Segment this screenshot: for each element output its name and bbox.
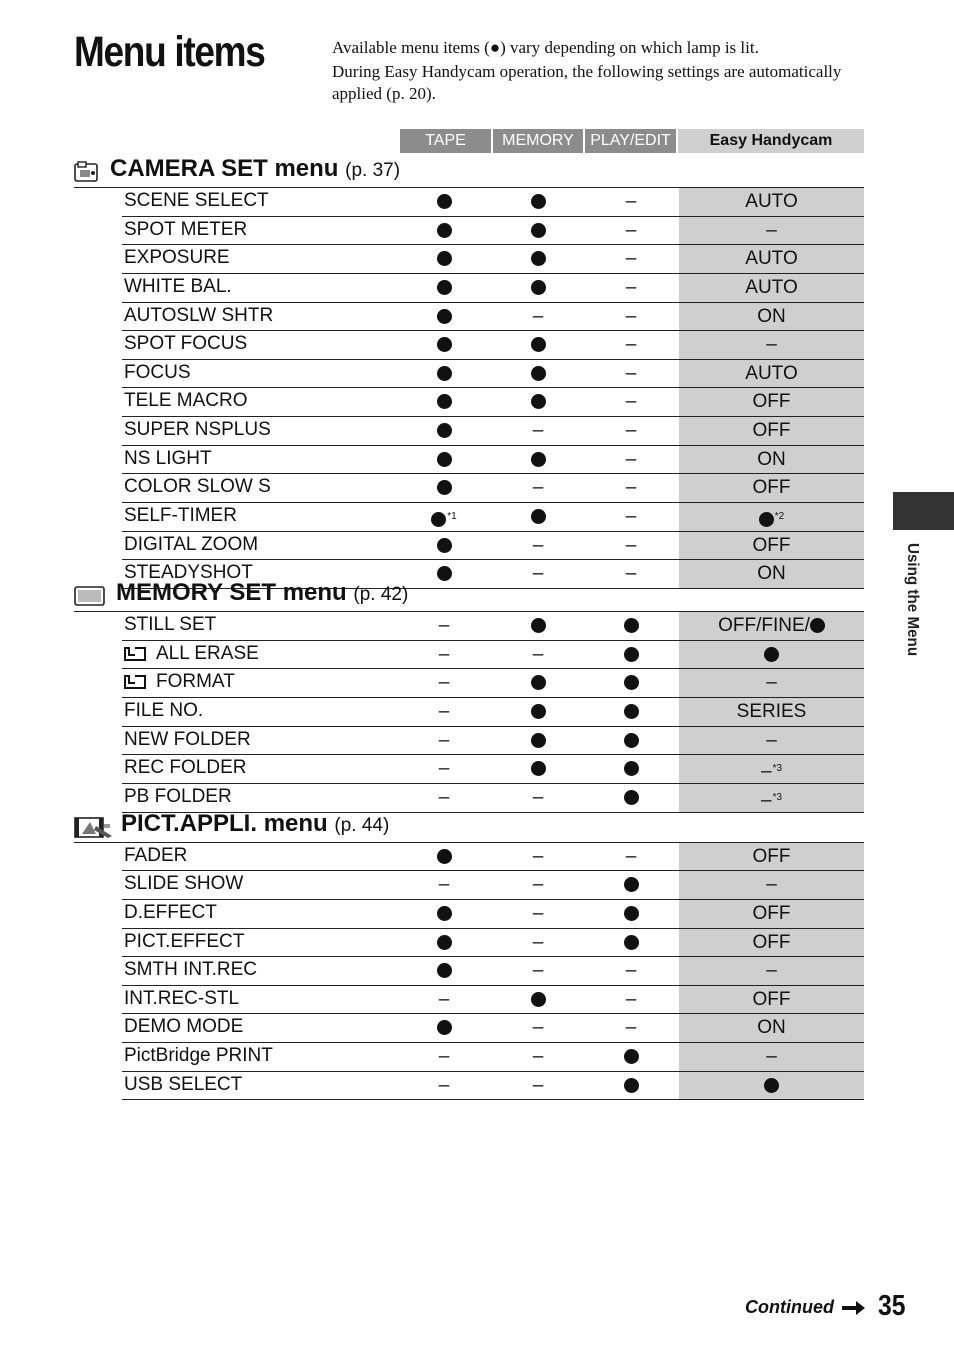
section-title: CAMERA SET menu (p. 37) bbox=[110, 155, 401, 182]
cell-memory bbox=[492, 503, 584, 531]
column-header-easy-handycam: Easy Handycam bbox=[678, 129, 864, 153]
cell-tape bbox=[398, 188, 490, 216]
cell-play-edit: – bbox=[625, 448, 637, 470]
cell-easy-handycam: – bbox=[679, 217, 864, 245]
menu-item-name: PICT.EFFECT bbox=[124, 930, 245, 952]
section-page-ref: (p. 44) bbox=[334, 814, 390, 836]
cell-play-edit: – bbox=[625, 477, 637, 499]
menu-item-name: WHITE BAL. bbox=[124, 275, 232, 297]
table-row bbox=[122, 1072, 864, 1101]
cell-memory bbox=[492, 755, 584, 783]
cell-play-edit bbox=[585, 669, 677, 697]
cell-memory: – bbox=[532, 931, 544, 953]
menu-item-name: USB SELECT bbox=[124, 1073, 243, 1095]
memory-card-icon bbox=[124, 647, 146, 661]
cell-easy-handycam: AUTO bbox=[679, 360, 864, 388]
table-row bbox=[122, 1014, 864, 1043]
cell-memory bbox=[492, 245, 584, 273]
cell-tape bbox=[398, 245, 490, 273]
cell-memory bbox=[492, 698, 584, 726]
cell-memory bbox=[492, 669, 584, 697]
cell-easy-handycam bbox=[679, 641, 864, 669]
cell-play-edit: – bbox=[625, 988, 637, 1010]
cell-play-edit: – bbox=[625, 960, 637, 982]
continued-label: Continued bbox=[745, 1297, 834, 1317]
cell-play-edit: – bbox=[625, 191, 637, 212]
intro-text bbox=[332, 36, 852, 105]
cell-play-edit: – bbox=[625, 534, 637, 556]
menu-table bbox=[122, 612, 864, 812]
cell-tape: – bbox=[438, 874, 450, 896]
memory-card-icon bbox=[124, 675, 146, 689]
cell-tape: – bbox=[438, 988, 450, 1010]
cell-tape: – bbox=[438, 643, 450, 665]
column-header-play-edit: PLAY/EDIT bbox=[585, 129, 676, 153]
cell-play-edit: – bbox=[625, 845, 637, 867]
cell-play-edit bbox=[585, 1043, 677, 1071]
table-row bbox=[122, 641, 864, 670]
table-row bbox=[122, 1043, 864, 1072]
table-row bbox=[122, 217, 864, 246]
cell-tape bbox=[398, 957, 490, 985]
column-header-tape: TAPE bbox=[400, 129, 491, 153]
menu-item-name: FADER bbox=[124, 844, 188, 866]
cell-tape bbox=[398, 1014, 490, 1042]
cell-play-edit: – bbox=[625, 362, 637, 384]
menu-item-name: REC FOLDER bbox=[124, 757, 247, 779]
cell-memory: – bbox=[532, 563, 544, 585]
cell-easy-handycam: OFF bbox=[679, 900, 864, 928]
section-header-2 bbox=[74, 810, 864, 843]
table-row bbox=[122, 929, 864, 958]
section-header-0 bbox=[74, 155, 864, 188]
cell-easy-handycam: – bbox=[679, 957, 864, 985]
table-row bbox=[122, 755, 864, 784]
page-number: 35 bbox=[878, 1290, 906, 1322]
menu-item-name: ALL ERASE bbox=[124, 641, 259, 667]
cell-play-edit: – bbox=[625, 305, 637, 327]
menu-item-name: STILL SET bbox=[124, 614, 217, 636]
cell-tape bbox=[398, 417, 490, 445]
cell-tape bbox=[398, 360, 490, 388]
cell-memory: – bbox=[532, 1046, 544, 1068]
cell-tape bbox=[398, 388, 490, 416]
cell-memory: – bbox=[532, 960, 544, 982]
cell-memory bbox=[492, 727, 584, 755]
cell-play-edit: – bbox=[625, 219, 637, 241]
section-title: MEMORY SET menu (p. 42) bbox=[116, 579, 409, 607]
cell-tape bbox=[398, 217, 490, 245]
table-row bbox=[122, 274, 864, 303]
page-title: Menu items bbox=[74, 28, 265, 76]
cell-easy-handycam: *2 bbox=[679, 503, 864, 531]
cell-tape bbox=[398, 900, 490, 928]
menu-item-name: SMTH INT.REC bbox=[124, 959, 257, 981]
cell-easy-handycam: – bbox=[679, 669, 864, 697]
cell-easy-handycam: – bbox=[679, 331, 864, 359]
cell-play-edit bbox=[585, 727, 677, 755]
table-row bbox=[122, 957, 864, 986]
menu-item-name: PB FOLDER bbox=[124, 785, 232, 807]
cell-easy-handycam: ON bbox=[679, 446, 864, 474]
cell-easy-handycam: ON bbox=[679, 303, 864, 331]
menu-item-name: AUTOSLW SHTR bbox=[124, 304, 274, 326]
cell-easy-handycam: OFF/FINE/ bbox=[679, 612, 864, 640]
cell-play-edit bbox=[585, 784, 677, 812]
cell-easy-handycam: AUTO bbox=[679, 274, 864, 302]
cell-memory bbox=[492, 217, 584, 245]
table-row bbox=[122, 698, 864, 727]
menu-item-name: NS LIGHT bbox=[124, 447, 212, 469]
table-row bbox=[122, 474, 864, 503]
cell-memory bbox=[492, 274, 584, 302]
cell-easy-handycam: AUTO bbox=[679, 245, 864, 273]
table-row bbox=[122, 900, 864, 929]
cell-play-edit bbox=[585, 929, 677, 957]
section-page-ref: (p. 37) bbox=[345, 160, 401, 181]
cell-tape: – bbox=[438, 701, 450, 723]
side-label: Using the Menu bbox=[904, 542, 921, 657]
cell-memory bbox=[492, 331, 584, 359]
cell-easy-handycam: AUTO bbox=[679, 188, 864, 216]
table-row bbox=[122, 669, 864, 698]
cell-memory: – bbox=[532, 305, 544, 327]
cell-easy-handycam: ON bbox=[679, 1014, 864, 1042]
cell-play-edit: – bbox=[625, 248, 637, 270]
menu-item-name: PictBridge PRINT bbox=[124, 1045, 273, 1067]
cell-play-edit bbox=[585, 1072, 677, 1100]
continued-arrow-icon bbox=[842, 1300, 866, 1316]
intro-line-1: Available menu items (●) vary depending on which lamp is lit. bbox=[332, 38, 759, 57]
column-header-memory: MEMORY bbox=[493, 129, 583, 153]
cell-easy-handycam: –$^{*3}$ bbox=[679, 784, 864, 812]
menu-item-name: DEMO MODE bbox=[124, 1016, 244, 1038]
menu-item-name: SPOT FOCUS bbox=[124, 333, 248, 355]
menu-item-name: FOCUS bbox=[124, 361, 191, 383]
cell-memory: – bbox=[532, 420, 544, 442]
menu-item-name: SPOT METER bbox=[124, 218, 248, 240]
cell-easy-handycam: –$^{*3}$ bbox=[679, 755, 864, 783]
menu-item-name: EXPOSURE bbox=[124, 247, 230, 269]
table-row bbox=[122, 188, 864, 217]
cell-tape: – bbox=[438, 758, 450, 780]
table-row bbox=[122, 727, 864, 756]
cell-easy-handycam: OFF bbox=[679, 843, 864, 871]
cell-play-edit: – bbox=[625, 334, 637, 356]
pict-appli-icon bbox=[74, 816, 114, 845]
cell-memory: – bbox=[532, 643, 544, 665]
cell-tape bbox=[398, 303, 490, 331]
cell-play-edit bbox=[585, 900, 677, 928]
cell-memory: – bbox=[532, 1017, 544, 1039]
cell-easy-handycam: OFF bbox=[679, 417, 864, 445]
cell-tape bbox=[398, 274, 490, 302]
cell-easy-handycam: ON bbox=[679, 560, 864, 588]
cell-easy-handycam: SERIES bbox=[679, 698, 864, 726]
cell-easy-handycam: OFF bbox=[679, 986, 864, 1014]
cell-play-edit: – bbox=[625, 1017, 637, 1039]
table-row bbox=[122, 503, 864, 532]
menu-item-name: INT.REC-STL bbox=[124, 987, 240, 1009]
cell-memory: – bbox=[532, 902, 544, 924]
menu-item-name: STEADYSHOT bbox=[124, 562, 253, 584]
cell-tape: – bbox=[438, 786, 450, 808]
table-row bbox=[122, 612, 864, 641]
cell-easy-handycam: – bbox=[679, 727, 864, 755]
cell-tape bbox=[398, 843, 490, 871]
cell-easy-handycam: OFF bbox=[679, 474, 864, 502]
intro-line-2: During Easy Handycam operation, the following settings are automatically applied (p. 20). bbox=[332, 62, 842, 103]
cell-easy-handycam bbox=[679, 1072, 864, 1100]
side-tab-marker bbox=[893, 492, 954, 530]
section-header-1 bbox=[74, 579, 864, 612]
cell-memory bbox=[492, 446, 584, 474]
cell-tape bbox=[398, 331, 490, 359]
cell-easy-handycam: OFF bbox=[679, 532, 864, 560]
menu-item-name: D.EFFECT bbox=[124, 901, 217, 923]
cell-play-edit: – bbox=[625, 391, 637, 413]
cell-memory bbox=[492, 188, 584, 216]
cell-tape: – bbox=[438, 729, 450, 751]
cell-easy-handycam: OFF bbox=[679, 929, 864, 957]
cell-easy-handycam: – bbox=[679, 1043, 864, 1071]
cell-tape bbox=[398, 446, 490, 474]
cell-memory: – bbox=[532, 786, 544, 808]
table-row bbox=[122, 245, 864, 274]
section-page-ref: (p. 42) bbox=[353, 584, 409, 606]
table-row bbox=[122, 784, 864, 813]
cell-tape: – bbox=[438, 1046, 450, 1068]
cell-memory: – bbox=[532, 845, 544, 867]
cell-play-edit bbox=[585, 755, 677, 783]
menu-item-name: SUPER NSPLUS bbox=[124, 419, 271, 441]
cell-easy-handycam: – bbox=[679, 871, 864, 899]
cell-memory: – bbox=[532, 874, 544, 896]
cell-tape: *1 bbox=[398, 503, 490, 534]
table-row bbox=[122, 446, 864, 475]
memory-set-icon bbox=[74, 585, 105, 612]
menu-item-name: SLIDE SHOW bbox=[124, 873, 244, 895]
table-row bbox=[122, 532, 864, 561]
menu-item-name: SCENE SELECT bbox=[124, 190, 269, 211]
menu-item-name: TELE MACRO bbox=[124, 390, 248, 412]
camera-set-icon bbox=[74, 161, 100, 188]
cell-memory: – bbox=[532, 477, 544, 499]
cell-memory bbox=[492, 360, 584, 388]
table-row bbox=[122, 986, 864, 1015]
menu-item-name: FILE NO. bbox=[124, 700, 204, 722]
cell-tape: – bbox=[438, 615, 450, 637]
section-title: PICT.APPLI. menu (p. 44) bbox=[121, 809, 390, 837]
menu-item-name: DIGITAL ZOOM bbox=[124, 533, 259, 555]
cell-play-edit bbox=[585, 641, 677, 669]
menu-table bbox=[122, 843, 864, 1101]
cell-play-edit: – bbox=[625, 563, 637, 585]
cell-memory bbox=[492, 388, 584, 416]
cell-memory bbox=[492, 612, 584, 640]
cell-easy-handycam: OFF bbox=[679, 388, 864, 416]
cell-play-edit: – bbox=[625, 420, 637, 442]
table-row bbox=[122, 331, 864, 360]
table-row bbox=[122, 360, 864, 389]
table-row bbox=[122, 388, 864, 417]
cell-memory: – bbox=[532, 1074, 544, 1096]
table-row bbox=[122, 303, 864, 332]
cell-play-edit bbox=[585, 871, 677, 899]
table-row bbox=[122, 871, 864, 900]
menu-item-name: FORMAT bbox=[124, 669, 235, 695]
menu-item-name: COLOR SLOW S bbox=[124, 476, 271, 498]
cell-play-edit bbox=[585, 612, 677, 640]
cell-tape bbox=[398, 474, 490, 502]
cell-memory: – bbox=[532, 534, 544, 556]
column-headers bbox=[400, 129, 864, 153]
cell-play-edit: – bbox=[625, 276, 637, 298]
menu-item-name: NEW FOLDER bbox=[124, 728, 251, 750]
cell-tape bbox=[398, 532, 490, 560]
cell-memory bbox=[492, 986, 584, 1014]
cell-tape: – bbox=[438, 1074, 450, 1096]
cell-play-edit: – bbox=[625, 506, 637, 528]
menu-item-name: SELF-TIMER bbox=[124, 505, 237, 527]
cell-tape: – bbox=[438, 672, 450, 694]
table-row bbox=[122, 843, 864, 872]
menu-table bbox=[122, 188, 864, 589]
cell-play-edit bbox=[585, 698, 677, 726]
cell-tape bbox=[398, 929, 490, 957]
table-row bbox=[122, 417, 864, 446]
